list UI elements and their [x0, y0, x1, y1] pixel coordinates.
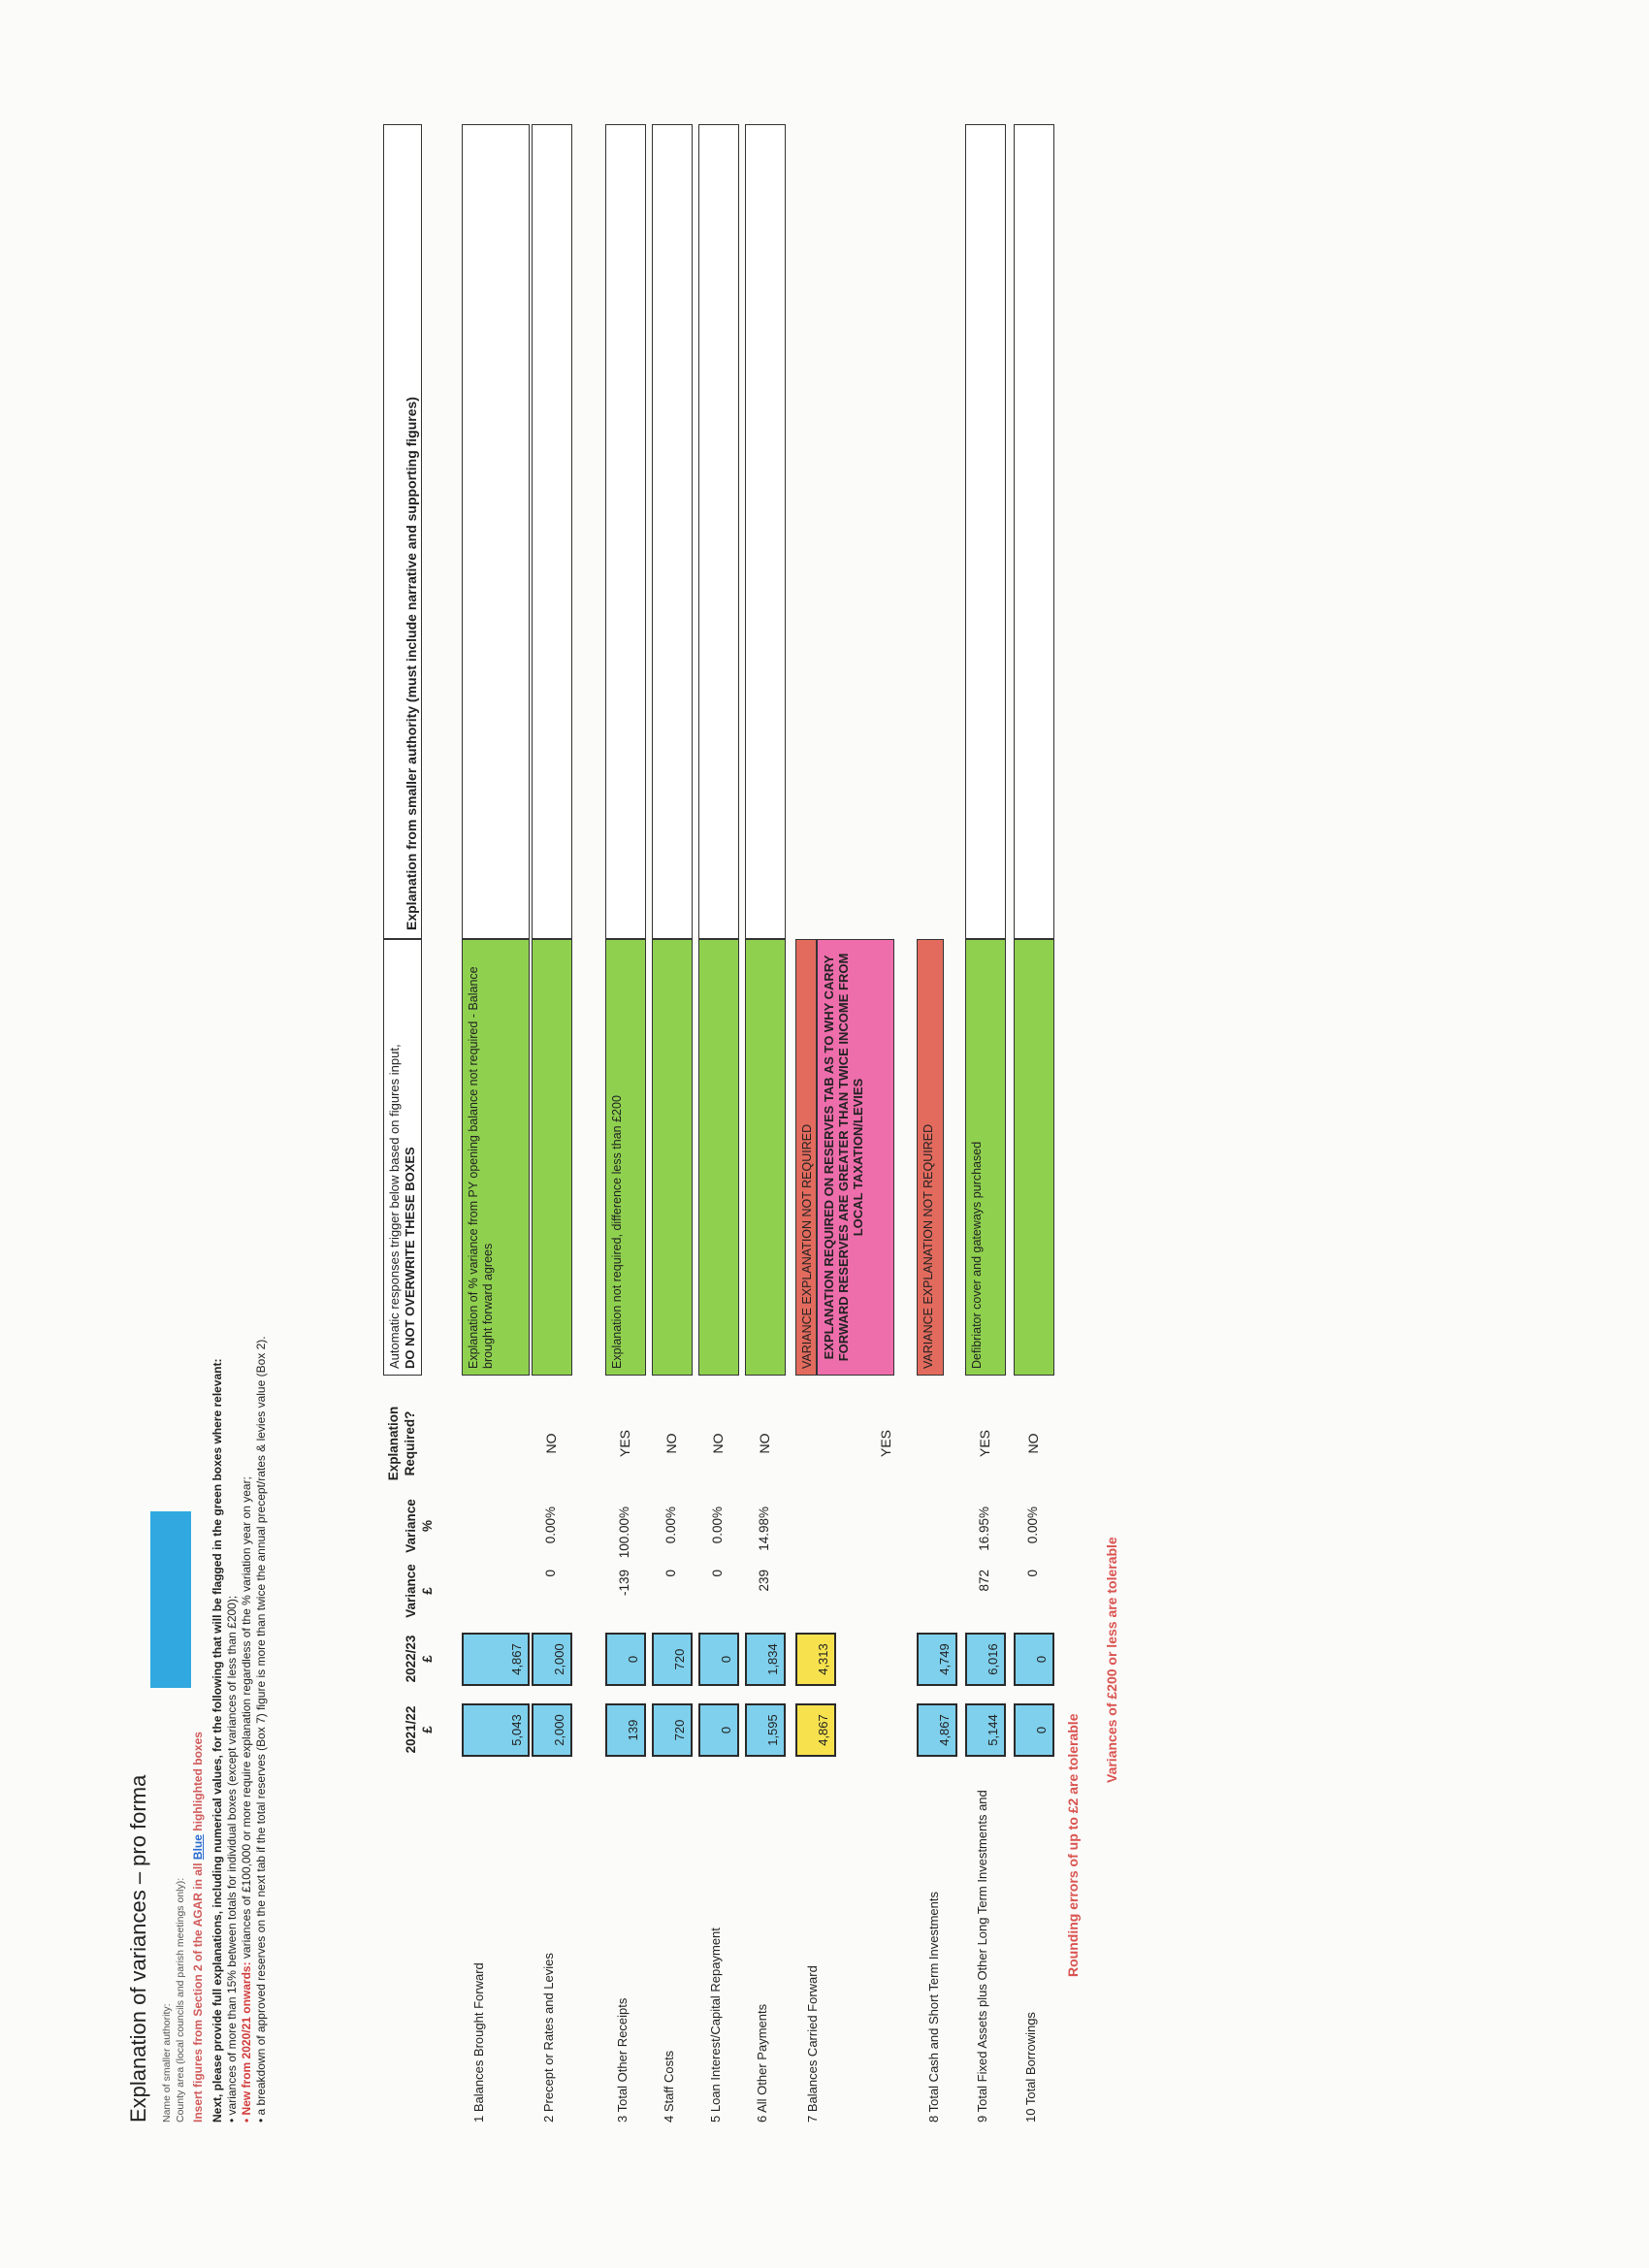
- row-9-2021-22-value[interactable]: 5,144: [965, 1703, 1006, 1757]
- row-9-explanation-required: YES: [977, 1430, 992, 1458]
- row-3-variance-gbp: -139: [617, 1570, 631, 1597]
- row-4-2021-22-value[interactable]: 720: [652, 1703, 693, 1757]
- col-header-variance-pct: Variance %: [404, 1499, 435, 1553]
- row-6-auto-response: [745, 939, 786, 1376]
- row-5-variance-pct: 0.00%: [710, 1507, 725, 1544]
- explanation-header: Explanation from smaller authority (must include narrative and supporting figures): [383, 124, 422, 939]
- instructions-bullet-1: • variances of more than 15% between totals for individual boxes (except variances of less than £200);: [225, 1595, 239, 2122]
- instructions-bullet-2: • New from 2020/21 onwards: variances of £100,000 or more require explanation regardless of the % variation year on year;: [240, 1476, 253, 2122]
- row-2-explanation-input[interactable]: [532, 124, 572, 939]
- row-5-label: 5 Loan Interest/Capital Repayment: [708, 1928, 723, 2122]
- row-3-2021-22-value[interactable]: 139: [605, 1703, 646, 1757]
- row-5-2022-23-value[interactable]: 0: [698, 1633, 739, 1686]
- row-7-auto-response: VARIANCE EXPLANATION NOT REQUIRED: [795, 939, 817, 1376]
- col-header-2223: 2022/23 £: [404, 1635, 435, 1683]
- col-header-2122: 2021/22 £: [404, 1705, 435, 1754]
- row-2-2022-23-value[interactable]: 2,000: [532, 1633, 572, 1686]
- row-1-explanation-input[interactable]: [462, 124, 530, 939]
- authority-name-field[interactable]: [150, 1511, 191, 1688]
- row-8-2021-22-value[interactable]: 4,867: [917, 1703, 957, 1757]
- row-6-variance-pct: 14.98%: [757, 1507, 771, 1551]
- row-4-variance-pct: 0.00%: [663, 1507, 678, 1544]
- row-10-variance-gbp: 0: [1025, 1570, 1040, 1577]
- row-2-auto-response: [532, 939, 572, 1376]
- row-4-auto-response: [652, 939, 693, 1376]
- row-9-explanation-input[interactable]: [965, 124, 1006, 939]
- row-4-explanation-input[interactable]: [652, 124, 693, 939]
- row-1-2022-23-value[interactable]: 4,867: [462, 1633, 530, 1686]
- row-10-2022-23-value[interactable]: 0: [1014, 1633, 1054, 1686]
- instructions-bullet-3: • a breakdown of approved reserves on the next tab if the total reserves (Box 7) figure is more than twice the annual precept/rates & levies value (Box 2).: [254, 1336, 268, 2122]
- row-6-variance-gbp: 239: [757, 1570, 771, 1592]
- row-5-auto-response: [698, 939, 739, 1376]
- row-3-2022-23-value[interactable]: 0: [605, 1633, 646, 1686]
- row-10-explanation-input[interactable]: [1014, 124, 1054, 939]
- col-header-variance-gbp: Variance £: [404, 1564, 435, 1618]
- row-2-label: 2 Precept or Rates and Levies: [541, 1953, 556, 2122]
- row-4-variance-gbp: 0: [663, 1570, 678, 1577]
- row-8-2022-23-value[interactable]: 4,749: [917, 1633, 957, 1686]
- row-2-variance-gbp: 0: [543, 1570, 558, 1577]
- row-6-2021-22-value[interactable]: 1,595: [745, 1703, 786, 1757]
- row-2-explanation-required: NO: [543, 1433, 559, 1454]
- row-3-auto-response: Explanation not required, difference less than £200: [605, 939, 646, 1376]
- row-5-variance-gbp: 0: [710, 1570, 725, 1577]
- row-1-2021-22-value[interactable]: 5,043: [462, 1703, 530, 1757]
- row-2-variance-pct: 0.00%: [543, 1507, 558, 1544]
- row-7-2022-23-value[interactable]: 4,313: [795, 1633, 836, 1686]
- row-9-auto-response: Defibriator cover and gateways purchased: [965, 939, 1006, 1376]
- row-6-explanation-required: NO: [757, 1433, 772, 1454]
- row-3-variance-pct: 100.00%: [617, 1507, 631, 1559]
- insert-instruction: Insert figures from Section 2 of the AGAR in all Blue highlighted boxes: [191, 1732, 205, 2122]
- row-9-label: 9 Total Fixed Assets plus Other Long Term Investments and: [975, 1790, 989, 2122]
- row-5-2021-22-value[interactable]: 0: [698, 1703, 739, 1757]
- instructions: [210, 1288, 269, 2122]
- row-9-variance-gbp: 872: [977, 1570, 991, 1592]
- row-8-label: 8 Total Cash and Short Term Investments: [926, 1892, 941, 2122]
- row-6-explanation-input[interactable]: [745, 124, 786, 939]
- instructions-lead: Next, please provide full explanations, including numerical values, for the following that will be flagged in the green boxes where relevant:: [210, 1358, 224, 2122]
- row-1-label: 1 Balances Brought Forward: [471, 1962, 486, 2122]
- row-6-label: 6 All Other Payments: [755, 2003, 769, 2122]
- row-4-explanation-required: NO: [663, 1433, 679, 1454]
- row-4-label: 4 Staff Costs: [662, 2050, 676, 2122]
- row-6-2022-23-value[interactable]: 1,834: [745, 1633, 786, 1686]
- row-9-variance-pct: 16.95%: [977, 1507, 991, 1551]
- row-10-auto-response: [1014, 939, 1054, 1376]
- row-2-2021-22-value[interactable]: 2,000: [532, 1703, 572, 1757]
- rounding-tolerance-note: Rounding errors of up to £2 are tolerable: [1065, 1713, 1081, 1977]
- row-10-explanation-required: NO: [1025, 1433, 1041, 1454]
- row-5-explanation-required: NO: [710, 1433, 726, 1454]
- page-title: Explanation of variances – pro forma: [126, 1774, 150, 2122]
- row-10-variance-pct: 0.00%: [1025, 1507, 1040, 1544]
- row-7-label: 7 Balances Carried Forward: [805, 1965, 820, 2122]
- authority-type-label: County area (local councils and parish meetings only):: [175, 1877, 186, 2122]
- authority-name-label: Name of smaller authority:: [161, 2003, 173, 2122]
- row-10-2021-22-value[interactable]: 0: [1014, 1703, 1054, 1757]
- row-3-explanation-required: YES: [617, 1430, 632, 1458]
- row-3-label: 3 Total Other Receipts: [615, 1997, 630, 2122]
- col-header-explanation-required: Explanation Required?: [386, 1406, 417, 1481]
- row-8-auto-response: VARIANCE EXPLANATION NOT REQUIRED: [917, 939, 944, 1376]
- auto-responses-header: Automatic responses trigger below based on figures input, DO NOT OVERWRITE THESE BOXES: [383, 939, 422, 1376]
- row-7-explanation-required: YES: [878, 1430, 893, 1458]
- row-10-label: 10 Total Borrowings: [1023, 2012, 1038, 2122]
- row-4-2022-23-value[interactable]: 720: [652, 1633, 693, 1686]
- row-7-reserves-warning: EXPLANATION REQUIRED ON RESERVES TAB AS TO WHY CARRY FORWARD RESERVES ARE GREATER THAN TWICE INCOME FROM LOCAL TAXATION/LEVIES: [817, 939, 894, 1376]
- row-1-auto-response: Explanation of % variance from PY opening balance not required - Balance brought forward agrees: [462, 939, 530, 1376]
- row-5-explanation-input[interactable]: [698, 124, 739, 939]
- row-3-explanation-input[interactable]: [605, 124, 646, 939]
- row-9-2022-23-value[interactable]: 6,016: [965, 1633, 1006, 1686]
- variance-tolerance-note: Variances of £200 or less are tolerable: [1104, 1537, 1119, 1783]
- row-7-2021-22-value[interactable]: 4,867: [795, 1703, 836, 1757]
